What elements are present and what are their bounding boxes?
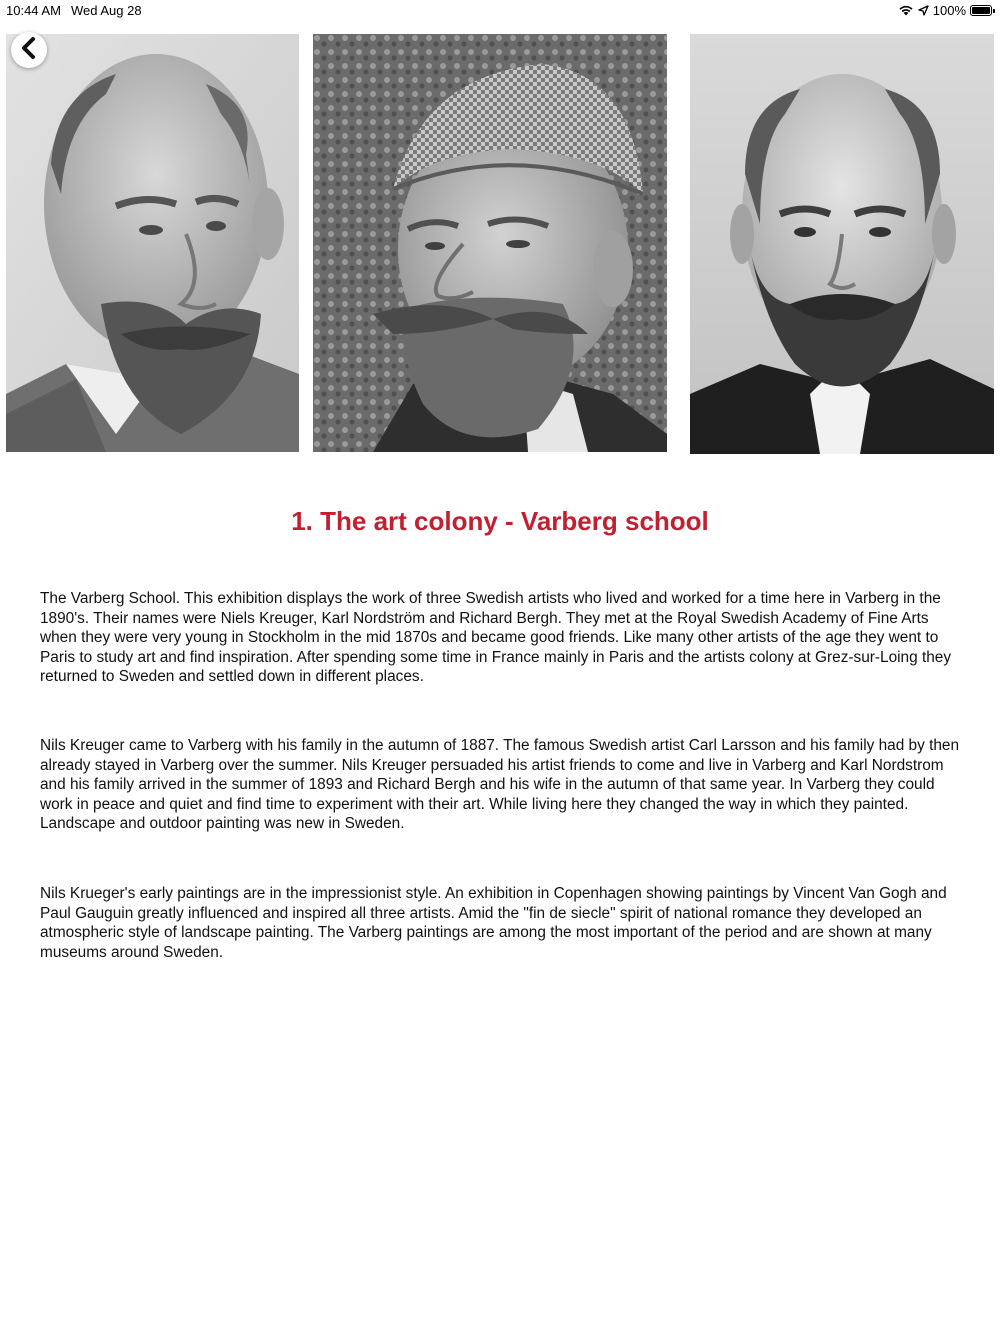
page-title: 1. The art colony - Varberg school bbox=[291, 506, 709, 536]
body-paragraph-2: Nils Kreuger came to Varberg with his family in the autumn of 1887. The famous Swedish artist Carl Larsson and his family had by then already stayed in Varberg over the summer. Nils Kreuger persuaded his artist friends to come and live in Varberg and Karl Nordstrom and his family arrived in the summer of 1893 and Richard Bergh and his wife in the autumn of that same year. In Varberg they could work in peace and quiet and find time to experiment with their art. While living here they changed the way in which they painted. Landscape and outdoor painting was new in Sweden. bbox=[40, 737, 960, 833]
battery-percent: 100% bbox=[932, 2, 966, 18]
battery-icon bbox=[970, 5, 992, 16]
portrait-image-3 bbox=[690, 34, 994, 454]
body-paragraph-3: Nils Krueger's early paintings are in the impressionist style. An exhibition in Copenhagen showing paintings by Vincent Van Gogh and Paul Gauguin greatly influenced and inspired all three artists. Amid the "fin de siecle" spirit of national romance they developed an atmospheric style of landscape painting. The Varberg paintings are among the most important of the period and are shown at many museums around Sweden. bbox=[40, 885, 947, 961]
status-bar bbox=[0, 0, 1000, 22]
portrait-image-2 bbox=[313, 34, 667, 452]
status-time: 10:44 AM bbox=[6, 3, 61, 18]
chevron-left-icon bbox=[20, 37, 38, 64]
back-button[interactable] bbox=[11, 32, 47, 68]
status-indicators bbox=[898, 2, 992, 18]
portrait-image-1 bbox=[6, 34, 299, 452]
wifi-icon bbox=[898, 4, 914, 16]
location-arrow-icon bbox=[918, 5, 929, 16]
status-date: Wed Aug 28 bbox=[71, 3, 142, 18]
body-paragraph-1: The Varberg School. This exhibition displays the work of three Swedish artists who lived and worked for a time here in Varberg in the 1890's. Their names were Niels Kreuger, Karl Nordström and Richard Bergh. They met at the Royal Swedish Academy of Fine Arts when they were very young in Stockholm in the mid 1870s and became good friends. Like many other artists of the age they went to Paris to study art and find inspiration. After spending some time in France mainly in Paris and the artists colony at Grez-sur-Loing they returned to Sweden and settled down in different places. bbox=[40, 590, 952, 686]
